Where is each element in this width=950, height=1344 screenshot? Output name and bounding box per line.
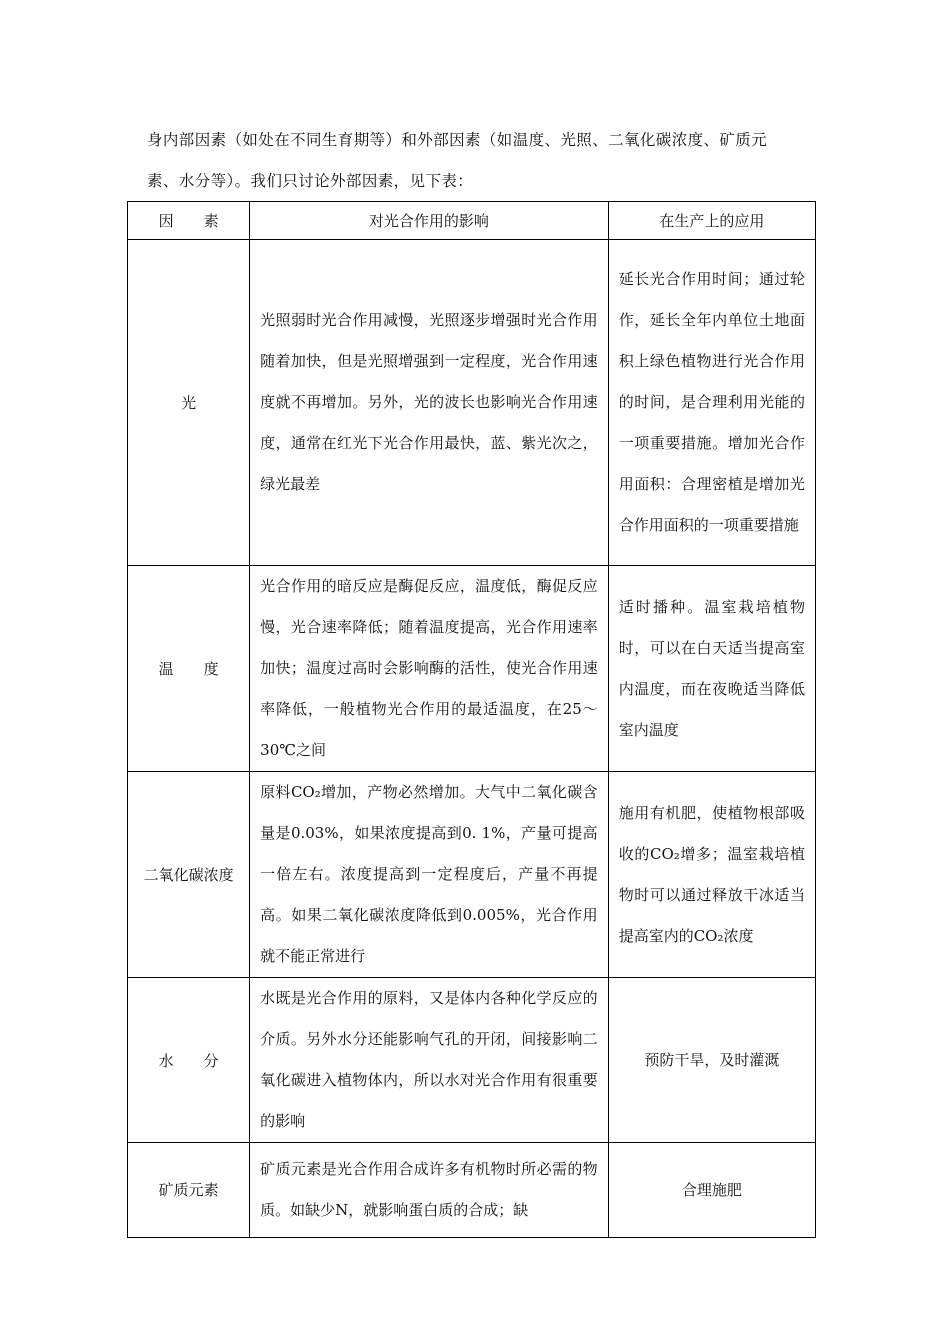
row-effect: 矿质元素是光合作用合成许多有机物时所必需的物质。如缺少N，就影响蛋白质的合成；缺 xyxy=(250,1143,609,1238)
table-row xyxy=(128,1143,816,1238)
intro-paragraph xyxy=(127,120,817,202)
intro-line-2: 素、水分等）。我们只讨论外部因素，见下表： xyxy=(147,172,474,190)
row-factor: 光 xyxy=(128,240,250,566)
header-effect: 对光合作用的影响 xyxy=(250,202,609,240)
row-application: 合理施肥 xyxy=(608,1143,815,1238)
intro-line-1: 身内部因素（如处在不同生育期等）和外部因素（如温度、光照、二氧化碳浓度、矿质元 xyxy=(147,131,768,149)
table-row xyxy=(128,240,816,566)
table-row xyxy=(128,772,816,978)
row-application: 延长光合作用时间；通过轮作，延长全年内单位土地面积上绿色植物进行光合作用的时间，是合理利用光能的一项重要措施。增加光合作用面积：合理密植是增加光合作用面积的一项重要措施 xyxy=(608,240,815,566)
table-row xyxy=(128,978,816,1143)
row-factor: 二氧化碳浓度 xyxy=(128,772,250,978)
table-row xyxy=(128,566,816,772)
row-effect: 光合作用的暗反应是酶促反应，温度低，酶促反应慢，光合速率降低；随着温度提高，光合作用速率加快；温度过高时会影响酶的活性，使光合作用速率降低，一般植物光合作用的最适温度，在25～30℃之间 xyxy=(250,566,609,772)
row-effect: 光照弱时光合作用减慢，光照逐步增强时光合作用随着加快，但是光照增强到一定程度，光合作用速度就不再增加。另外，光的波长也影响光合作用速度，通常在红光下光合作用最快，蓝、紫光次之，绿光最差 xyxy=(250,240,609,566)
row-factor: 矿质元素 xyxy=(128,1143,250,1238)
header-factor: 因 素 xyxy=(128,202,250,240)
row-application: 施用有机肥，使植物根部吸收的CO₂增多；温室栽培植物时可以通过释放干冰适当提高室内的CO₂浓度 xyxy=(608,772,815,978)
row-application: 预防干旱，及时灌溉 xyxy=(608,978,815,1143)
factors-table xyxy=(127,201,816,1238)
row-application: 适时播种。温室栽培植物时，可以在白天适当提高室内温度，而在夜晚适当降低室内温度 xyxy=(608,566,815,772)
row-factor: 温 度 xyxy=(128,566,250,772)
header-application: 在生产上的应用 xyxy=(608,202,815,240)
table-header-row xyxy=(128,202,816,240)
row-effect: 原料CO₂增加，产物必然增加。大气中二氧化碳含量是0.03%，如果浓度提高到0. 1%，产量可提高一倍左右。浓度提高到一定程度后，产量不再提高。如果二氧化碳浓度降低到0.005%，光合作用就不能正常进行 xyxy=(250,772,609,978)
row-factor: 水 分 xyxy=(128,978,250,1143)
row-effect: 水既是光合作用的原料，又是体内各种化学反应的介质。另外水分还能影响气孔的开闭，间接影响二氧化碳进入植物体内，所以水对光合作用有很重要的影响 xyxy=(250,978,609,1143)
